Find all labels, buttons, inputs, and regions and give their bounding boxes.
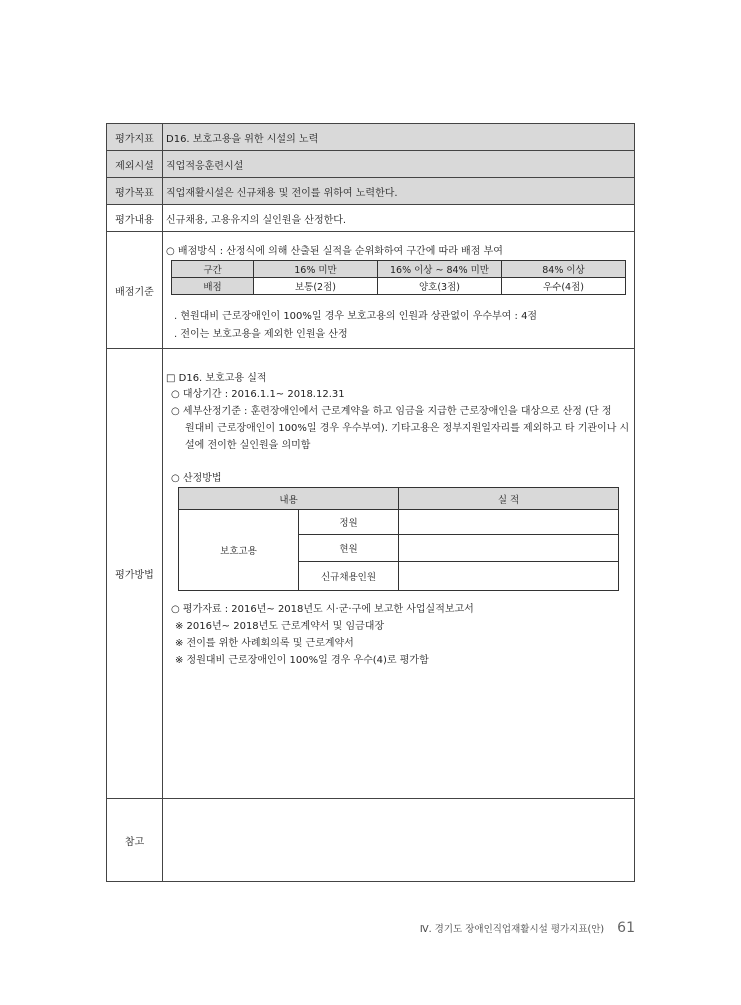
method-section-title: □ D16. 보호고용 실적 bbox=[166, 373, 267, 384]
scoring-table bbox=[171, 260, 626, 295]
value-reference bbox=[163, 799, 635, 882]
method-calc-title: ○ 산정방법 bbox=[171, 473, 222, 484]
scoring-normal: 보통(2점) bbox=[254, 278, 378, 295]
value-method bbox=[163, 349, 635, 799]
row-indicator bbox=[107, 124, 635, 151]
perf-result-current bbox=[399, 535, 619, 562]
scoring-note: . 전이는 보호고용을 제외한 인원을 산정 bbox=[174, 329, 348, 340]
perf-result-newhire bbox=[399, 562, 619, 591]
row-reference bbox=[107, 799, 635, 882]
perf-head-content: 내용 bbox=[179, 488, 399, 510]
page-footer bbox=[380, 920, 635, 936]
page-number: 61 bbox=[617, 920, 635, 936]
method-criteria-line: 설에 전이한 실인원을 의미함 bbox=[185, 440, 311, 451]
label-excluded: 제외시설 bbox=[107, 151, 163, 178]
value-indicator: D16. 보호고용을 위한 시설의 노력 bbox=[163, 124, 635, 151]
scoring-good: 양호(3점) bbox=[378, 278, 502, 295]
label-scoring: 배점기준 bbox=[107, 232, 163, 349]
perf-group-protected: 보호고용 bbox=[179, 510, 299, 591]
value-scoring bbox=[163, 232, 635, 349]
scoring-note: . 현원대비 근로장애인이 100%일 경우 보호고용의 인원과 상관없이 우수부여 : 4점 bbox=[174, 311, 538, 322]
perf-head-result: 실 적 bbox=[399, 488, 619, 510]
performance-table bbox=[178, 487, 619, 591]
row-scoring bbox=[107, 232, 635, 349]
value-goal: 직업재활시설은 신규채용 및 전이를 위하여 노력한다. bbox=[163, 178, 635, 205]
row-goal bbox=[107, 178, 635, 205]
scoring-head-16-84: 16% 이상 ~ 84% 미만 bbox=[378, 261, 502, 278]
label-goal: 평가목표 bbox=[107, 178, 163, 205]
scoring-row-label: 배점 bbox=[172, 278, 254, 295]
method-note: ※ 정원대비 근로장애인이 100%일 경우 우수(4)로 평가함 bbox=[175, 655, 429, 666]
label-method: 평가방법 bbox=[107, 349, 163, 799]
perf-item-newhire: 신규채용인원 bbox=[299, 562, 399, 591]
method-note: ※ 전이를 위한 사례회의록 및 근로계약서 bbox=[175, 638, 354, 649]
method-materials: ○ 평가자료 : 2016년~ 2018년도 시·군·구에 보고한 사업실적보고서 bbox=[171, 604, 474, 615]
footer-title: Ⅳ. 경기도 장애인직업재활시설 평가지표(안) bbox=[419, 924, 605, 935]
row-method bbox=[107, 349, 635, 799]
label-indicator: 평가지표 bbox=[107, 124, 163, 151]
scoring-intro: ○ 배점방식 : 산정식에 의해 산출된 실적을 순위화하여 구간에 따라 배점 부여 bbox=[166, 246, 503, 257]
method-period: ○ 대상기간 : 2016.1.1~ 2018.12.31 bbox=[171, 389, 345, 400]
label-content: 평가내용 bbox=[107, 205, 163, 232]
scoring-excellent: 우수(4점) bbox=[502, 278, 626, 295]
value-content: 신규채용, 고용유지의 실인원을 산정한다. bbox=[163, 205, 635, 232]
perf-item-current: 현원 bbox=[299, 535, 399, 562]
method-criteria-line: 원대비 근로장애인이 100%일 경우 우수부여). 기타고용은 정부지원일자리를 제외하고 타 기관이나 시 bbox=[185, 423, 630, 434]
scoring-head-range: 구간 bbox=[172, 261, 254, 278]
row-content bbox=[107, 205, 635, 232]
scoring-head-over84: 84% 이상 bbox=[502, 261, 626, 278]
scoring-head-under16: 16% 미만 bbox=[254, 261, 378, 278]
value-excluded: 직업적응훈련시설 bbox=[163, 151, 635, 178]
method-note: ※ 2016년~ 2018년도 근로계약서 및 임금대장 bbox=[175, 621, 385, 632]
label-reference: 참고 bbox=[107, 799, 163, 882]
perf-item-capacity: 정원 bbox=[299, 510, 399, 535]
row-excluded bbox=[107, 151, 635, 178]
perf-result-capacity bbox=[399, 510, 619, 535]
evaluation-sheet bbox=[106, 123, 635, 882]
method-criteria-line: ○ 세부산정기준 : 훈련장애인에서 근로계약을 하고 임금을 지급한 근로장애인을 대상으로 산정 (단 정 bbox=[171, 406, 612, 417]
